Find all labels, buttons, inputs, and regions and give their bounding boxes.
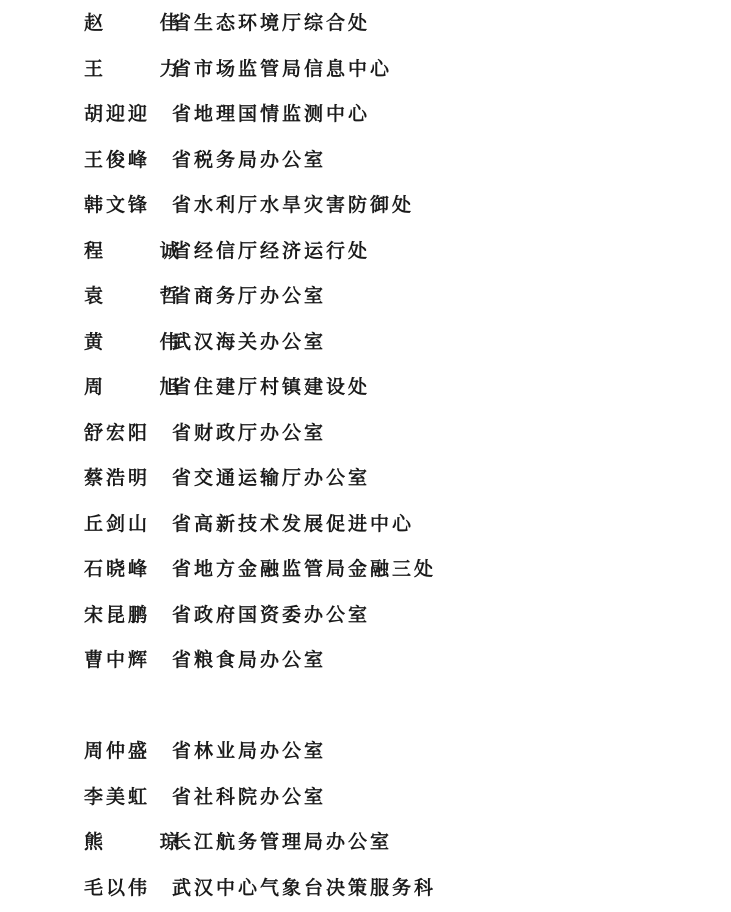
person-name: 熊 琼 bbox=[84, 831, 204, 853]
person-name: 李美虹 bbox=[84, 786, 151, 808]
person-name: 周 旭 bbox=[84, 376, 204, 398]
organization: 省社科院办公室 bbox=[172, 786, 327, 808]
organization: 武汉海关办公室 bbox=[172, 331, 327, 353]
organization: 省高新技术发展促进中心 bbox=[172, 513, 415, 535]
person-name: 丘剑山 bbox=[84, 513, 151, 535]
person-name: 程 诚 bbox=[84, 240, 204, 262]
person-name: 胡迎迎 bbox=[84, 103, 151, 125]
organization: 省经信厅经济运行处 bbox=[172, 240, 371, 262]
organization: 省粮食局办公室 bbox=[172, 649, 327, 671]
organization: 省交通运输厅办公室 bbox=[172, 467, 371, 489]
person-name: 石晓峰 bbox=[84, 558, 151, 580]
organization: 省地理国情监测中心 bbox=[172, 103, 371, 125]
person-name: 毛以伟 bbox=[84, 877, 151, 899]
organization: 省商务厅办公室 bbox=[172, 285, 327, 307]
person-name: 袁 哲 bbox=[84, 285, 204, 307]
organization: 长江航务管理局办公室 bbox=[172, 831, 393, 853]
organization: 省政府国资委办公室 bbox=[172, 604, 371, 626]
organization: 省税务局办公室 bbox=[172, 149, 327, 171]
person-name: 韩文锋 bbox=[84, 194, 151, 216]
person-name: 蔡浩明 bbox=[84, 467, 151, 489]
person-name: 宋昆鹏 bbox=[84, 604, 151, 626]
person-name: 舒宏阳 bbox=[84, 422, 151, 444]
person-name: 王 力 bbox=[84, 58, 204, 80]
organization: 省生态环境厅综合处 bbox=[172, 12, 371, 34]
organization: 省住建厅村镇建设处 bbox=[172, 376, 371, 398]
organization: 省市场监管局信息中心 bbox=[172, 58, 393, 80]
organization: 省地方金融监管局金融三处 bbox=[172, 558, 437, 580]
organization: 省水利厅水旱灾害防御处 bbox=[172, 194, 415, 216]
person-name: 周仲盛 bbox=[84, 740, 151, 762]
organization: 武汉中心气象台决策服务科 bbox=[172, 877, 437, 899]
organization: 省林业局办公室 bbox=[172, 740, 327, 762]
organization: 省财政厅办公室 bbox=[172, 422, 327, 444]
person-name: 赵 佳 bbox=[84, 12, 204, 34]
person-name: 王俊峰 bbox=[84, 149, 151, 171]
person-name: 黄 伟 bbox=[84, 331, 204, 353]
person-name: 曹中辉 bbox=[84, 649, 151, 671]
